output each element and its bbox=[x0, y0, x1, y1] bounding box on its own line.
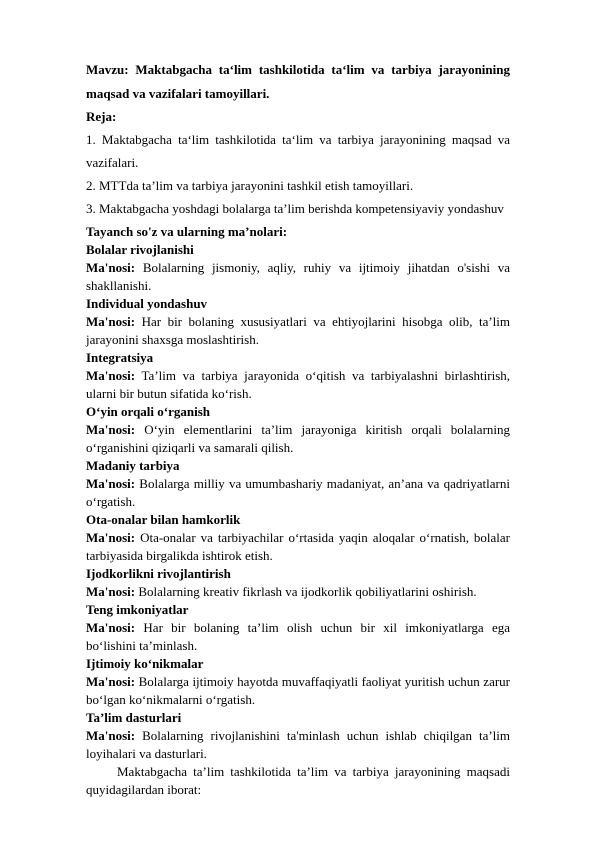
meaning-label: Ma'nosi: bbox=[86, 530, 136, 545]
glossary-term: Teng imkoniyatlar bbox=[86, 602, 189, 617]
glossary-definition bbox=[86, 619, 510, 655]
meaning-label: Ma'nosi: bbox=[86, 260, 136, 275]
meaning-label: Ma'nosi: bbox=[86, 476, 136, 491]
glossary-definition bbox=[86, 475, 510, 511]
glossary-meaning: Ta’lim va tarbiya jarayonida o‘qitish va tarbiyalashni birlashtirish, ularni bir butun sifatida ko‘rish. bbox=[86, 368, 510, 401]
glossary-meaning: Bolalarning jismoniy, aqliy, ruhiy va ijtimoiy jihatdan o'sishi va shakllanishi. bbox=[86, 260, 510, 293]
glossary-term: Madaniy tarbiya bbox=[86, 458, 180, 473]
glossary-term: Bolalar rivojlanishi bbox=[86, 242, 194, 257]
meaning-label: Ma'nosi: bbox=[86, 620, 136, 635]
glossary-meaning: Har bir bolaning xususiyatlari va ehtiyojlarini hisobga olib, ta’lim jarayonini shaxsga moslashtirish. bbox=[86, 314, 511, 347]
glossary-term: Ijtimoiy ko‘nikmalar bbox=[86, 656, 204, 671]
glossary-definition bbox=[86, 259, 510, 295]
glossary-definition bbox=[86, 673, 510, 709]
document-title-line-2: maqsad va vazifalari tamoyillari. bbox=[86, 86, 270, 101]
glossary-meaning: Bolalarga ijtimoiy hayotda muvaffaqiyatli faoliyat yuritish uchun zarur bo‘lgan ko‘nikmalarni o‘rgatish. bbox=[86, 674, 511, 707]
plan-item-3: 3. Maktabgacha yoshdagi bolalarga ta’lim berishda kompetensiyaviy yondashuv bbox=[86, 201, 504, 216]
meaning-label: Ma'nosi: bbox=[86, 314, 136, 329]
plan-item-2: 2. MTTda ta’lim va tarbiya jarayonini tashkil etish tamoyillari. bbox=[86, 178, 414, 193]
closing-paragraph: Maktabgacha ta’lim tashkilotida ta’lim va tarbiya jarayonining maqsadi quyidagilardan iborat: bbox=[86, 764, 510, 797]
meaning-label: Ma'nosi: bbox=[86, 728, 136, 743]
plan-heading: Reja: bbox=[86, 109, 117, 124]
glossary-meaning: Bolalarning kreativ fikrlash va ijodkorlik qobiliyatlarini oshirish. bbox=[138, 584, 477, 599]
glossary-term: Ijodkorlikni rivojlantirish bbox=[86, 566, 231, 581]
meaning-label: Ma'nosi: bbox=[86, 422, 136, 437]
meaning-label: Ma'nosi: bbox=[86, 368, 136, 383]
meaning-label: Ma'nosi: bbox=[86, 674, 136, 689]
glossary-meaning: Ota-onalar va tarbiyachilar o‘rtasida yaqin aloqalar o‘rnatish, bolalar tarbiyasida birgalikda ishtirok etish. bbox=[86, 530, 510, 563]
glossary-meaning: Har bir bolaning ta’lim olish uchun bir xil imkoniyatlarga ega bo‘lishini ta’minlash. bbox=[86, 620, 510, 653]
glossary-meaning: O‘yin elementlarini ta’lim jarayoniga kiritish orqali bolalarning o‘rganishini qiziqarli va samarali qilish. bbox=[86, 422, 511, 455]
glossary-meaning: Bolalarning rivojlanishini ta'minlash uchun ishlab chiqilgan ta’lim loyihalari va dasturlari. bbox=[86, 728, 511, 761]
glossary-definition bbox=[86, 367, 510, 403]
plan-item-1-line-2: vazifalari. bbox=[86, 155, 139, 170]
glossary-list bbox=[86, 241, 510, 763]
glossary-term: O‘yin orqali o‘rganish bbox=[86, 404, 211, 419]
glossary-term: Ota-onalar bilan hamkorlik bbox=[86, 512, 241, 527]
plan-item-1-line-1: 1. Maktabgacha ta‘lim tashkilotida ta‘lim va tarbiya jarayonining maqsad va bbox=[86, 132, 510, 147]
glossary-term: Ta’lim dasturlari bbox=[86, 710, 182, 725]
glossary-term: Integratsiya bbox=[86, 350, 154, 365]
glossary-definition bbox=[86, 529, 510, 565]
glossary-heading: Tayanch so'z va ularning ma’nolari: bbox=[86, 224, 288, 239]
glossary-meaning: Bolalarga milliy va umumbashariy madaniyat, an’ana va qadriyatlarni o‘rgatish. bbox=[86, 476, 510, 509]
document-title-line-1: Mavzu: Maktabgacha ta‘lim tashkilotida ta‘lim va tarbiya jarayonining bbox=[86, 62, 510, 77]
glossary-definition bbox=[86, 313, 510, 349]
glossary-definition bbox=[86, 583, 510, 601]
glossary-definition bbox=[86, 421, 510, 457]
glossary-term: Individual yondashuv bbox=[86, 296, 208, 311]
meaning-label: Ma'nosi: bbox=[86, 584, 136, 599]
document-page bbox=[86, 58, 510, 799]
glossary-definition bbox=[86, 727, 510, 763]
